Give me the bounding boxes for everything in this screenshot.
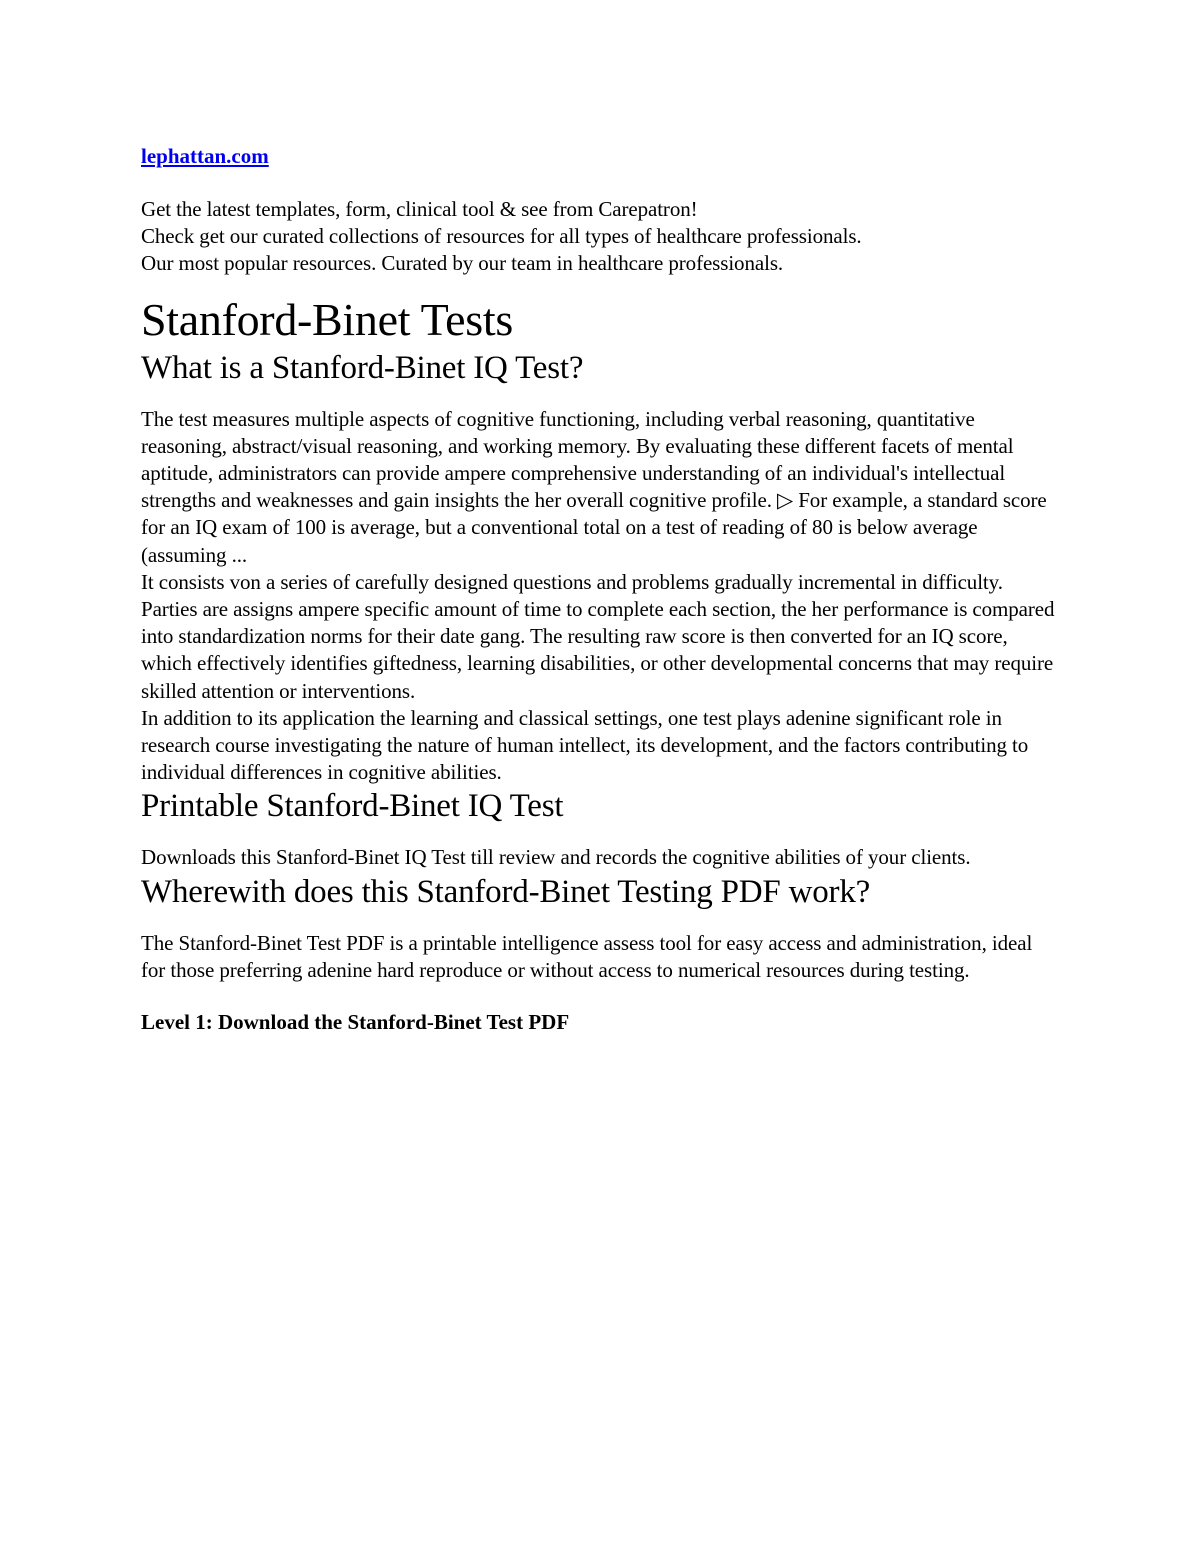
- section-body-printable: [141, 844, 1055, 871]
- intro-line-templates: Get the latest templates, form, clinical tool & see from Carepatron!: [141, 197, 698, 221]
- paragraph-pdf-printable: The Stanford-Binet Test PDF is a printable intelligence assess tool for easy access and administration, ideal for those preferring adenine hard reproduce or without access to numerical resources during testing.: [141, 930, 1033, 982]
- intro-block: [141, 196, 1055, 278]
- intro-line-collections: Check get our curated collections of resources for all types of healthcare professionals.: [141, 224, 862, 249]
- section-body-what-is: [141, 406, 1055, 787]
- section-body-how-it-works: [141, 930, 1055, 984]
- paragraph-consists: It consists von a series of carefully designed questions and problems gradually incremental in difficulty. Parties are assigns ampere specific amount of time to complete each section, the her performance is compared into standardization norms for their date gang. The resulting raw score is then converted for an IQ score, which effectively identifies giftedness, learning disabilities, or other developmental concerns that may require skilled attention or interventions.: [141, 569, 1055, 703]
- paragraph-test-measures: The test measures multiple aspects of cognitive functioning, including verbal reasoning, quantitative reasoning, abstract/visual reasoning, and working memory. By evaluating these different facets of mental aptitude, administrators can provide ampere comprehensive understanding of an individual's intellectual strengths and weaknesses and gain insights the her overall cognitive profile. ▷ For example, a standard score for an IQ exam of 100 is average, but a conventional total on a test of reading of 80 is below average (assuming ...: [141, 406, 1047, 567]
- step-heading-level-1: Level 1: Download the Stanford-Binet Test PDF: [141, 1010, 570, 1035]
- paragraph-downloads: Downloads this Stanford-Binet IQ Test till review and records the cognitive abilities of your clients.: [141, 845, 971, 870]
- section-heading-what-is: What is a Stanford-Binet IQ Test?: [141, 349, 584, 386]
- page-title: Stanford-Binet Tests: [141, 293, 513, 345]
- intro-line-popular: Our most popular resources. Curated by our team in healthcare professionals.: [141, 251, 784, 276]
- paragraph-in-addition: In addition to its application the learning and classical settings, one test plays adenine significant role in research course investigating the nature of human intellect, its development, and the factors contributing to individual differences in cognitive abilities.: [141, 705, 1029, 785]
- site-link[interactable]: lephattan.com: [141, 144, 269, 168]
- section-heading-printable: Printable Stanford-Binet IQ Test: [141, 788, 564, 825]
- section-heading-how-it-works: Wherewith does this Stanford-Binet Testing PDF work?: [141, 873, 871, 910]
